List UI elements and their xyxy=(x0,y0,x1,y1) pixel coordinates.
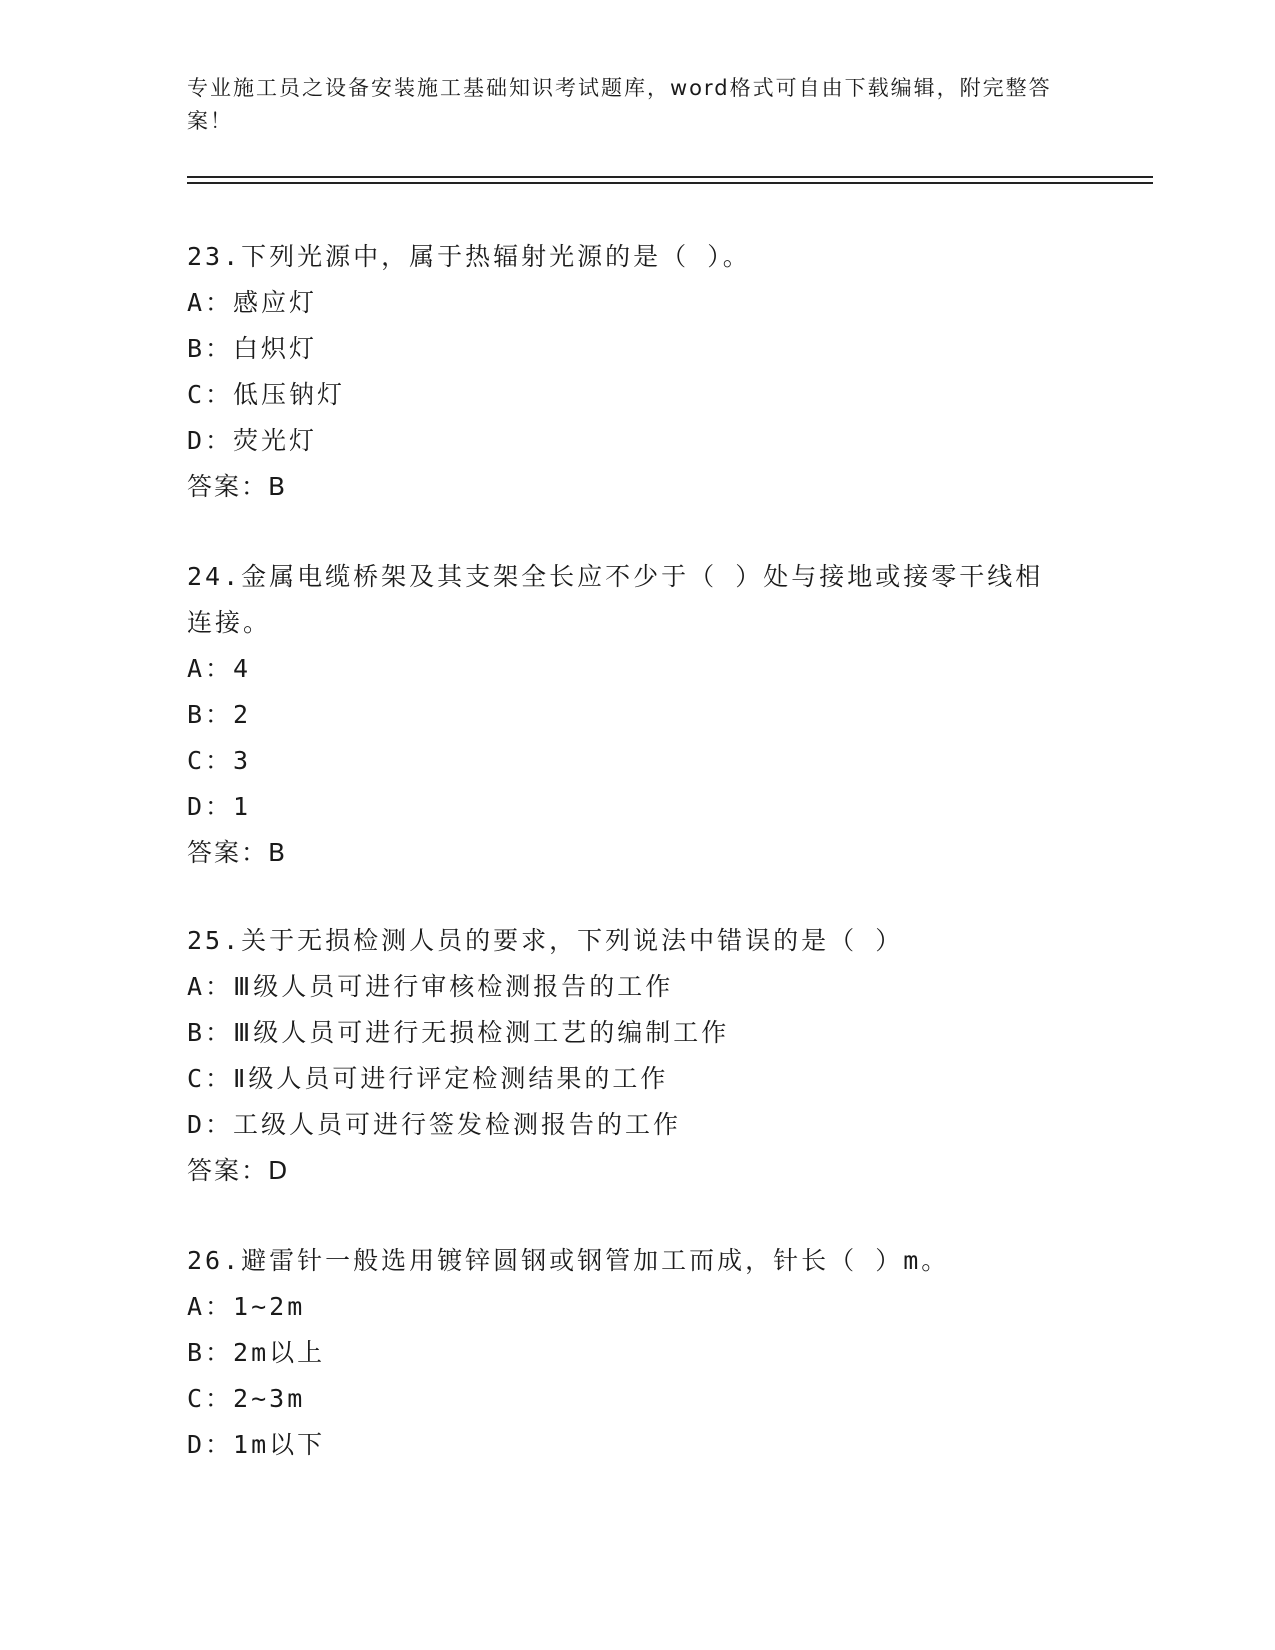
option-b: B：Ⅲ级人员可进行无损检测工艺的编制工作 xyxy=(187,1018,730,1047)
answer: 答案：B xyxy=(187,838,288,867)
question-stem: 25.关于无损检测人员的要求，下列说法中错误的是（ ） xyxy=(187,926,904,955)
header-rule-bottom xyxy=(187,182,1153,184)
question-23 xyxy=(187,234,1067,510)
option-c: C：Ⅱ级人员可进行评定检测结果的工作 xyxy=(187,1064,669,1093)
option-c: C：2~3m xyxy=(187,1384,306,1413)
option-d: D：荧光灯 xyxy=(187,426,318,455)
option-d: D：1 xyxy=(187,792,252,821)
question-24 xyxy=(187,554,1067,876)
question-25 xyxy=(187,918,1067,1194)
option-b: B：2 xyxy=(187,700,252,729)
question-26 xyxy=(187,1238,1067,1468)
option-a: A：Ⅲ级人员可进行审核检测报告的工作 xyxy=(187,972,674,1001)
option-d: D：工级人员可进行签发检测报告的工作 xyxy=(187,1110,682,1139)
document-header: 专业施工员之设备安装施工基础知识考试题库，word格式可自由下载编辑，附完整答案！ xyxy=(187,76,1052,133)
header-rule-top xyxy=(187,176,1153,178)
option-c: C：低压钠灯 xyxy=(187,380,346,409)
question-stem: 26.避雷针一般选用镀锌圆钢或钢管加工而成，针长（ ）m。 xyxy=(187,1246,950,1275)
option-d: D：1m以下 xyxy=(187,1430,326,1459)
option-b: B：白炽灯 xyxy=(187,334,318,363)
option-c: C：3 xyxy=(187,746,252,775)
option-a: A：1~2m xyxy=(187,1292,306,1321)
answer: 答案：D xyxy=(187,1156,290,1185)
question-stem: 23.下列光源中，属于热辐射光源的是（ ）。 xyxy=(187,242,751,271)
option-a: A：感应灯 xyxy=(187,288,318,317)
option-a: A：4 xyxy=(187,654,252,683)
option-b: B：2m以上 xyxy=(187,1338,326,1367)
answer: 答案：B xyxy=(187,472,288,501)
question-stem: 24.金属电缆桥架及其支架全长应不少于（ ）处与接地或接零干线相连接。 xyxy=(187,562,1044,637)
